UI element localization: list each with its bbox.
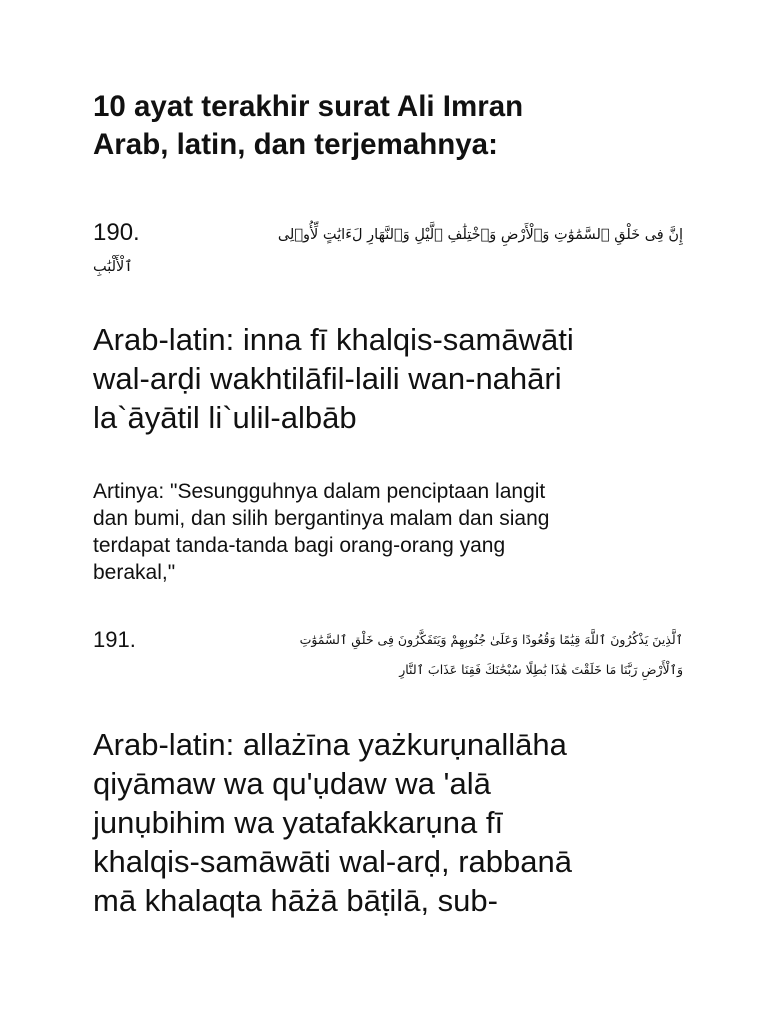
verse-number: 190. [93, 219, 140, 246]
verse-190-translation [93, 478, 673, 586]
arabic-text-line: إِنَّ فِى خَلْقِ ٱلسَّمَٰوَٰتِ وَٱلْأَرْضِ وَٱخْتِلَٰفِ ٱلَّيْلِ وَٱلنَّهَارِ لَءَايَٰتٍ لِّأُو۟لِى [277, 227, 683, 243]
title-line: Arab, latin, dan terjemahnya: [93, 128, 498, 161]
latin-line: khalqis-samāwāti wal-arḍ, rabbanā [93, 844, 573, 879]
translation-line: Artinya: "Sesungguhnya dalam penciptaan langit [93, 480, 546, 503]
verse-190-arabic-block [93, 216, 683, 286]
verse-number: 191. [93, 627, 136, 652]
latin-line: junụbihim wa yatafakkarụna fī [93, 805, 504, 840]
verse-191-arabic-block [93, 624, 683, 694]
latin-line: Arab-latin: allażīna yażkurụnallāha [93, 727, 567, 762]
latin-line: qiyāmaw wa qu'ụdaw wa 'alā [93, 766, 491, 801]
translation-line: dan bumi, dan silih bergantinya malam dan siang [93, 507, 550, 530]
arabic-text-line: ٱلْأَلْبَٰبِ [93, 259, 133, 275]
verse-191-latin [93, 725, 668, 920]
verse-190-latin [93, 320, 668, 437]
arabic-text-line: ٱلَّذِينَ يَذْكُرُونَ ٱللَّهَ قِيَٰمًا وَقُعُودًا وَعَلَىٰ جُنُوبِهِمْ وَيَتَفَكَّرُونَ فِى خَلْقِ ٱلسَّمَٰوَٰتِ [299, 632, 683, 647]
latin-line: mā khalaqta hāżā bāṭilā, sub- [93, 883, 498, 918]
document-title [93, 88, 653, 164]
title-line: 10 ayat terakhir surat Ali Imran [93, 90, 524, 123]
latin-line: Arab-latin: inna fī khalqis-samāwāti [93, 322, 574, 357]
translation-line: terdapat tanda-tanda bagi orang-orang yang [93, 534, 506, 557]
arabic-text-line: وَٱلْأَرْضِ رَبَّنَا مَا خَلَقْتَ هَٰذَا بَٰطِلًا سُبْحَٰنَكَ فَقِنَا عَذَابَ ٱلنَّارِ [399, 662, 683, 677]
latin-line: wal-arḍi wakhtilāfil-laili wan-nahāri [93, 361, 562, 396]
translation-line: berakal," [93, 561, 176, 584]
latin-line: la`āyātil li`ulil-albāb [93, 400, 357, 435]
